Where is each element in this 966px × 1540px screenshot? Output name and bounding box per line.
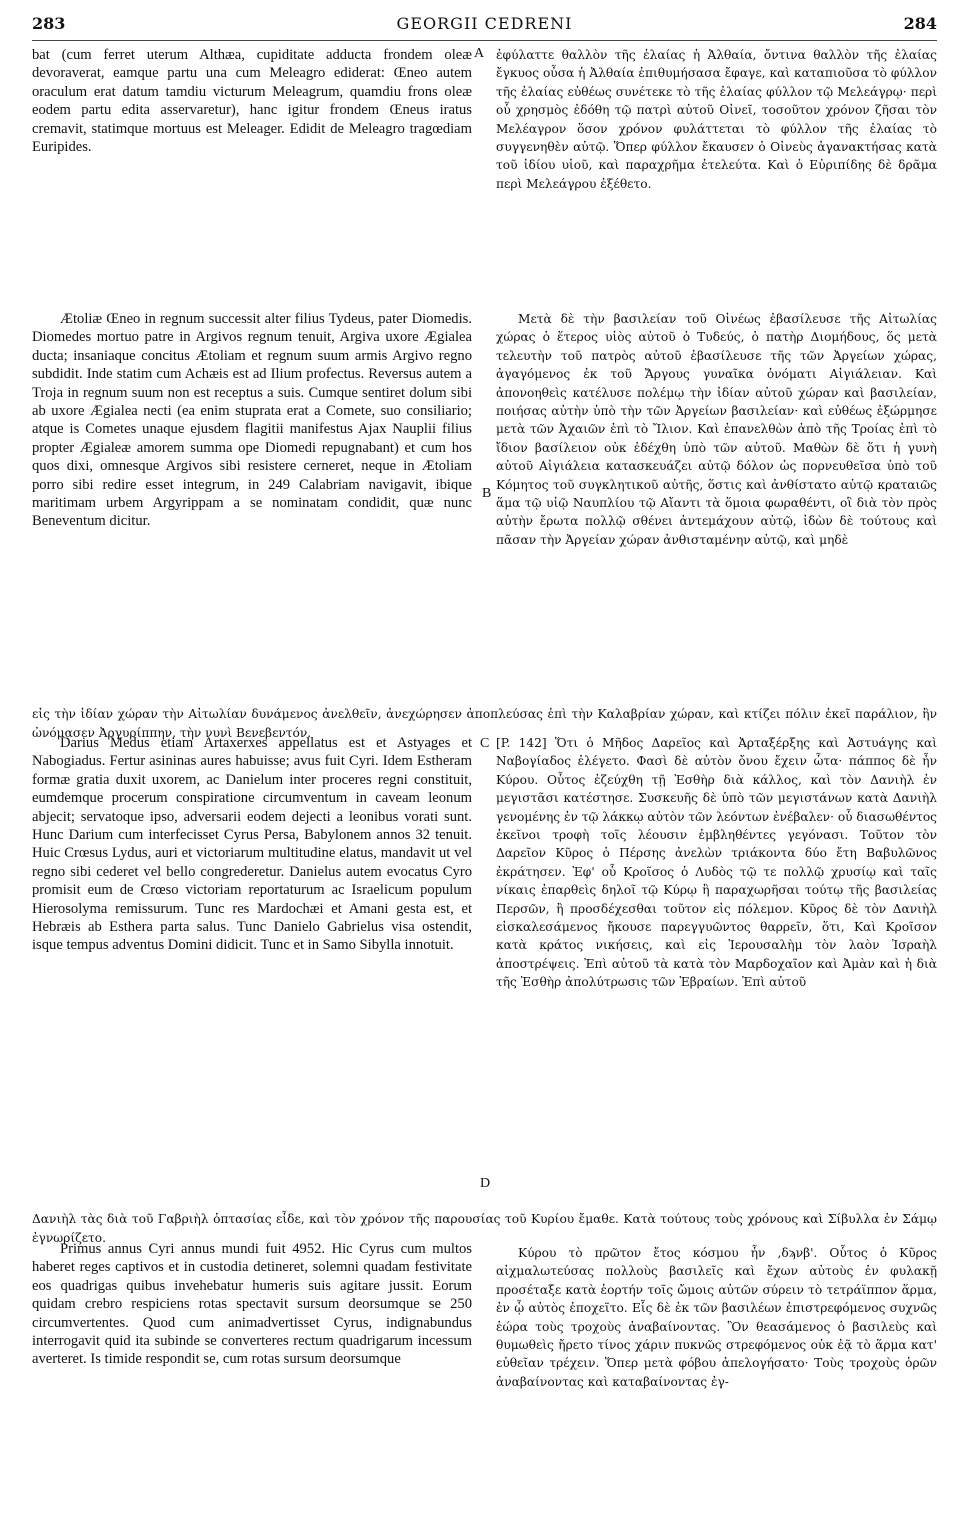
greek-column-section-2 bbox=[496, 310, 937, 692]
greek-paragraph: [P. 142] Ὅτι ὁ Μῆδος Δαρεῖος καὶ Ἀρταξέρξης καὶ Ἀστυάγης καὶ Ναβογίαδος ἐλέγετο. Φασὶ δὲ αὐτὸν ὄνου ἔχειν ὦτα· πάππος δὲ ἦν Κύρου. Οὗτος ἐζεύχθη τῇ Ἐσθὴρ διὰ κάλλος, καὶ τὸν Δανιὴλ ἐν μεγιστᾶσι κατέστησε. Συσκευῆς δὲ ὑπὸ τῶν μεγιστάνων κατὰ Δανιὴλ γενομένης ἐν τῷ λάκκῳ αὐτὸν τῶν λεόντων ἐνέβαλεν· οὗ διασωθέντος ἐκεῖνοι τροφὴ τοῖς λέουσιν ἐμβληθέντες γεγόνασι. Τοῦτον τὸν Δαρεῖον Κῦρος ὁ Πέρσης ἀνελὼν τριάκοντα δύο ἔτη Βαβυλῶνος ἐκράτησεν. Ἐφ' οὗ Κροῖσος ὁ Λυδὸς τῷ τε πολλῷ χρυσίῳ καὶ ταῖς νίκαις ἐπαρθεὶς δηλοῖ τῷ Κύρῳ ἢ παραχωρῆσαι τούτῳ τῆς βασιλείας Περσῶν, ἢ προσδέχεσθαι τοῦτον εἰς πόλεμον. Κῦρος δὲ τὸν Δανιὴλ εἰσκαλεσάμενος ἤκουσε παρεγγυῶντος θαρρεῖν, ὅτι, Καὶ Κροῖσον κατὰ κράτος νικήσεις, καὶ εἰς Ἱερουσαλὴμ τὸν λαὸν Ἰσραὴλ ἀποστρέψεις. Ἐπὶ αὐτοῦ τὰ κατὰ τὸν Μαρδοχαῖον καὶ Ἀμὰν καὶ ἡ διὰ τῆς Ἐσθὴρ ἀπολύτρωσις τῶν Ἑβραίων. Ἐπὶ αὐτοῦ bbox=[496, 736, 938, 990]
greek-paragraph: ἐφύλαττε θαλλὸν τῆς ἐλαίας ἡ Ἀλθαία, ὄντινα θαλλὸν τῆς ἐλαίας ἔγκυος οὖσα ἡ Ἀλθαία ἐπιθυμήσασα ἔφαγε, καὶ καταπιοῦσα τὸ φύλλον τῆς ἐλαίας εὐθέως συνέτεκε τὸ τῆς ἐλαίας φύλλον τῷ Μελεάγρῳ· περὶ οὗ χρησμὸς ἐδόθη τῷ πατρὶ αὐτοῦ Οἰνεῖ, τοσοῦτον χρόνον ζῆσαι τὸν Μελέαγρον ὅσον χρόνον φυλάττεται τὸ φύλλον τῆς ἐλαίας τὸ συγγενηθὲν αὐτῷ. Ὅπερ φύλλον ἔκαυσεν ὁ Οἰνεὺς ἀγανακτήσας κατὰ τοῦ ἰδίου υἱοῦ, καὶ παραχρῆμα ἐτελεύτα. Καὶ ὁ Εὐριπίδης δὲ δρᾶμα περὶ Μελεάγρου ἐξέθετο. bbox=[496, 48, 937, 191]
latin-paragraph: Primus annus Cyri annus mundi fuit 4952. Hic Cyrus cum multos haberet reges captivos et in custodia detineret, solemni quadam festivitate eos quadrigas quibus invehebatur humeris suis agitare jussit. Eorum quidam crebro respiciens rotas spectavit sursum deorsumque se 250 circumvertentes. Quod cum animadvertisset Cyrus, indignabundus interrogavit quid ita subinde se converteres rectum quadrigarum incessum averteret. Is timide respondit se, cum rotas sursum deorsumque bbox=[32, 1241, 472, 1368]
greek-paragraph: Κύρου τὸ πρῶτον ἔτος κόσμου ἦν ,δϡνβ'. Οὗτος ὁ Κῦρος αἰχμαλωτεύσας πολλοὺς βασιλεῖς καὶ ἔχων αὐτοὺς ἐν φυλακῇ προσέταξε κατὰ ἑορτήν τοῖς ὤμοις αὐτῶν σύρειν τὸ τετράϊππον ἅρμα, ἐν ᾧ αὐτὸς ἐποχεῖτο. Εἷς δὲ ἐκ τῶν βασιλέων ἐπιστρεφόμενος συχνῶς ἑώρα τοὺς τροχοὺς ἀναβαίνοντας. Ὃν θεασάμενος ὁ βασιλεὺς καὶ θυμωθεὶς ἤρετο τίνος χάριν πυκνῶς στρεφόμενος οὐκ ἐᾷ τὸ ἅρμα κατ' εὐθεῖαν τρέχειν. Ὅπερ μετὰ φόβου ἀπελογήσατο· Τοὺς τροχοὺς ὁρῶν ἀναβαίνοντας καὶ καταβαίνοντας ἐγ- bbox=[496, 1246, 937, 1389]
page-number-left: 283 bbox=[32, 14, 66, 33]
latin-paragraph: bat (cum ferret uterum Althæa, cupiditate adducta frondem oleæ devoraverat, eamque partu una cum Meleagro ediderat: Œneo autem oraculum erat datum tamdiu victurum Meleagrum, quamdiu frons oleæ eodem partu edita asservaretur), hanc igitur frondem Œneus iratus cremavit, statimque mortuus est Meleager. Edidit de Meleagro tragœdiam Euripides. bbox=[32, 47, 472, 156]
latin-column-section-2 bbox=[32, 310, 472, 690]
section-marker-b: B bbox=[482, 486, 492, 501]
latin-paragraph: Darius Medus etiam Artaxerxes appellatus est et Astyages et Nabogiadus. Fertur asininas aures habuisse; avus fuit Cyri. Idem Estheram formæ gratia duxit uxorem, ac Danielum inter proceres regni constituit, eumdemque procerum conspiratione circumventum in caveam leonum abjecit; servatoque ipso, adversarii eodem dejecti a leonibus vorati sunt. Hunc Darium cum interfecisset Cyrus Persa, Babylonem annos 32 tenuit. Huic Crœsus Lydus, auri et victoriarum multitudine elatus, mandavit ut vel regno sibi cederet vel bello congrederetur. Danielus autem evocatus Cyro promisit eum de Crœso victoriam reportaturum ac Israelicum populum Hierosolyma remissurum. Tunc res Mardochæi et Amani gesta est, et Hebræis ab Esthera parta salus. Tunc Danielo Gabrielus visa ostendit, isque tempus adventus Domini didicit. Tunc et in Samo Sibylla innotuit. bbox=[32, 735, 472, 954]
greek-column-section-1 bbox=[496, 46, 937, 306]
full-width-greek-line-section-3 bbox=[32, 1198, 937, 1245]
section-marker-c: C bbox=[480, 736, 490, 751]
greek-column-section-3 bbox=[496, 734, 937, 1196]
section-marker-a: A bbox=[474, 46, 485, 61]
latin-paragraph: Ætoliæ Œneo in regnum successit alter filius Tydeus, pater Diomedis. Diomedes mortuo patre in Argivos regnum tenuit, Argiva uxore Ægialea ducta; insaniaque concitus Ætoliam et regnum suum armis Argivo regno subdidit. Inde statim cum Achæis est ad Ilium profectus. Reversus autem a Troja in regnum suum non est receptus a suis. Cumque sentiret dolum sibi ab uxore Ægialea necti (ea enim stuprata erat a Comete, suo consiliario; atque is Cometes unaque ejusdem flagitii manifestus Ajax Nauplii filius propter Ægialeæ amorem summa ope Diomedi repugnabant) et cum hos quos dixi, omnesque Argivos sibi resistere cerneret, neque in Ætoliam porro sibi redire esset integrum, in 249 Calabriam navigavit, ibique maritimam urbem Argyrippam a se nominatam condidit, quæ nunc Beneventum dicitur. bbox=[32, 311, 472, 530]
greek-paragraph: Μετὰ δὲ τὴν βασιλείαν τοῦ Οἰνέως ἐβασίλευσε τῆς Αἰτωλίας χώρας ὁ ἕτερος υἱὸς αὐτοῦ ὁ Τυδεύς, ὁ πατὴρ Διομήδους, ὅς μετὰ τελευτὴν τοῦ πατρὸς αὐτοῦ ἐβασίλευσε τῆς τῶν Ἀργείων χώρας, ἀγαγόμενος ἐκ τοῦ Ἄργους γυναῖκα ὀνόματι Αἰγιάλειαν. Καὶ ἀπονοηθεὶς κατέλυσε πολέμῳ τὴν ἰδίαν αὐτοῦ χώραν καὶ βασιλείαν, ποιήσας αὐτὴν ὑπὸ τὴν τῶν Ἀργείων βασιλείαν· καὶ εὐθέως ἐξώρμησε μετὰ τῶν Ἀχαιῶν ἐπὶ τὸ Ἴλιον. Καὶ ἐπανελθὼν ἀπὸ τῆς Τροίας ἐπὶ τὸ ἴδιον βασίλειον οὐκ ἐδέχθη ὑπὸ τῶν αὐτοῦ. Μαθὼν δὲ ὅτι ἡ γυνὴ αὐτοῦ Αἰγιάλεια κατασκευάζει αὐτῷ δόλον ὡς πορνευθεῖσα ὑπὸ τοῦ Κόμητος τοῦ συγκλητικοῦ αὐτῆς, ὅστις καὶ ἀνθίστατο αὐτῷ κραταιῶς ἅμα τῷ υἱῷ Ναυπλίου τῷ Αἴαντι τὰ ὅμοια φωραθέντι, οἳ διὰ τὸν πρὸς αὐτὴν ἔρωτα πολλῷ σθένει ἀντεμάχουν αὐτῷ, ἰδὼν δὲ τούτους καὶ πᾶσαν τὴν Ἀργείαν χώραν ἀνθισταμένην αὐτῷ, καὶ μηδὲ bbox=[496, 312, 937, 547]
greek-continuation: εἰς τὴν ἰδίαν χώραν τὴν Αἰτωλίαν δυνάμενος ἀνελθεῖν, ἀνεχώρησεν ἀποπλεύσας ἐπὶ τὴν Καλαβρίαν χώραν, καὶ κτίζει πόλιν ἐκεῖ παράλιον, ἣν ὠνόμασεν Ἀργυρίππην, τὴν νυνὶ Βενεβεντόν. bbox=[32, 707, 937, 740]
latin-column-section-1 bbox=[32, 46, 472, 246]
latin-column-section-4 bbox=[32, 1240, 472, 1525]
full-width-greek-line-section-2 bbox=[32, 693, 937, 740]
greek-continuation: Δανιὴλ τὰς διὰ τοῦ Γαβριὴλ ὀπτασίας εἶδε, καὶ τὸν χρόνον τῆς παρουσίας τοῦ Κυρίου ἔμαθε. Κατὰ τούτους τοὺς χρόνους καὶ Σίβυλλα ἐν Σάμῳ ἐγνωρίζετο. bbox=[32, 1212, 937, 1245]
greek-column-section-4 bbox=[496, 1244, 937, 1529]
header-rule bbox=[32, 40, 937, 41]
page-number-right: 284 bbox=[903, 14, 937, 33]
section-marker-d: D bbox=[480, 1176, 491, 1191]
running-title: GEORGII CEDRENI bbox=[396, 14, 573, 33]
running-header bbox=[32, 14, 937, 38]
latin-column-section-3 bbox=[32, 734, 472, 1194]
